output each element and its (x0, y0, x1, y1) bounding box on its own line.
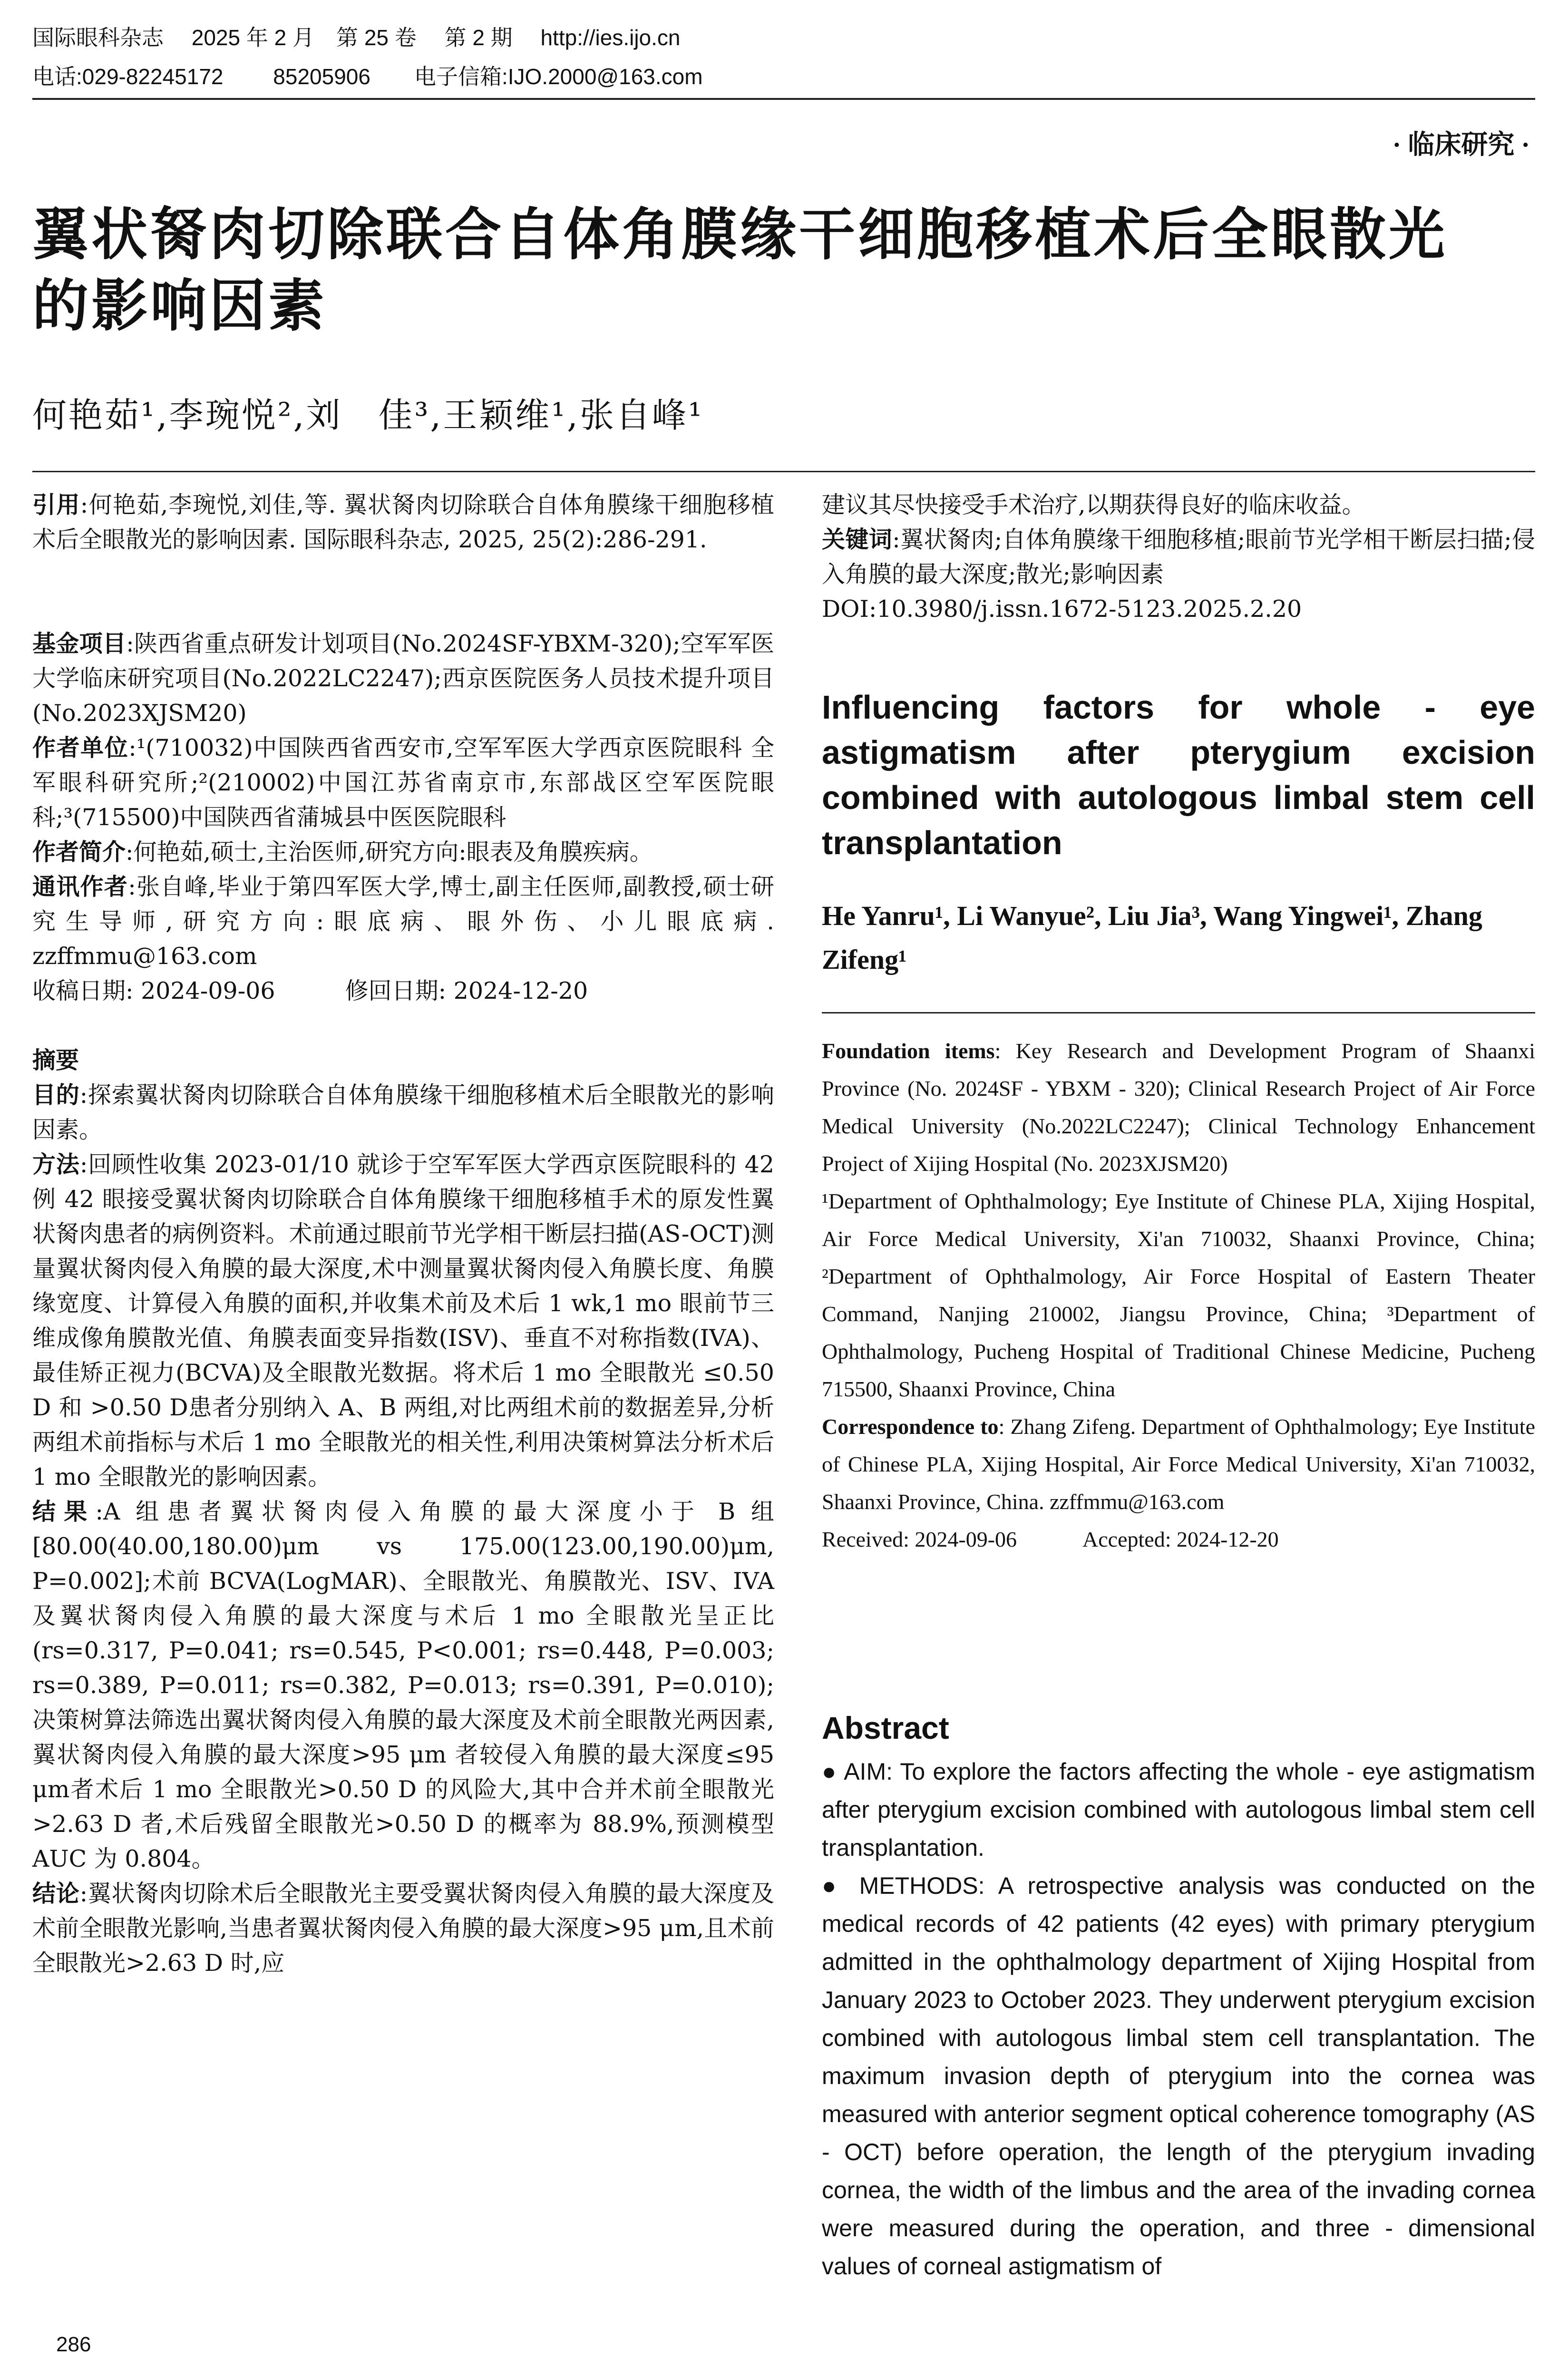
abstract-heading-zh: 摘要 (32, 1046, 79, 1074)
concl-text: :翼状胬肉切除术后全眼散光主要受翼状胬肉侵入角膜的最大深度及术前全眼散光影响,当患者翼状胬肉侵入角膜的最大深度>95 μm,且术前全眼散光>2.63 D 时,应 (32, 1880, 774, 1977)
corr-label: 通讯作者 (32, 873, 128, 900)
english-authors: He Yanru¹, Li Wanyue², Liu Jia³, Wang Yingwei¹, Zhang Zifeng¹ (822, 900, 1482, 975)
foundation-label: Foundation items (822, 1039, 995, 1063)
correspondence-text: : Zhang Zifeng. Department of Ophthalmology; Eye Institute of Chinese PLA, Xijing Hospital, Air Force Medical University, Xi'an 710032, Shaanxi Province, China. zzffmmu@163.com (822, 1414, 1535, 1514)
results-text: :A 组患者翼状胬肉侵入角膜的最大深度小于 B 组[80.00(40.00,180.00)μm vs 175.00(123.00,190.00)μm, P=0.002];术前 BCVA(LogMAR)、全眼散光、角膜散光、ISV、IVA 及翼状胬肉侵入角膜的最大深度与术后 1 mo 全眼散光呈正比(rs=0.317, P=0.041; rs=0.545, P<0.001; rs=0.448, P=0.003; rs=0.389, P=0.011; rs=0.382, P=0.013; rs=0.391, P=0.010);决策树算法筛选出翼状胬肉侵入角膜的最大深度及术前全眼散光两因素,翼状胬肉侵入角膜的最大深度>95 μm 者较侵入角膜的最大深度≤95 μm者术后 1 mo 全眼散光>0.50 D 的风险大,其中合并术前全眼散光>2.63 D 者,术后残留全眼散光>0.50 D 的概率为 88.9%,预测模型 AUC 为 0.804。 (32, 1498, 774, 1872)
conclusion-cont: 建议其尽快接受手术治疗,以期获得良好的临床收益。 (822, 491, 1365, 518)
article-title (32, 199, 1540, 341)
header-rule (32, 98, 1535, 100)
affiliations: ¹Department of Ophthalmology; Eye Institute of Chinese PLA, Xijing Hospital, Air Force Medical University, Xi'an 710032, Shaanxi Province, China; ²Department of Ophthalmology, Air Force Hospital of Eastern Theater Command, Nanjing 210002, Jiangsu Province, China; ³Department of Ophthalmology, Pucheng Hospital of Traditional Chinese Medicine, Pucheng 715500, Shaanxi Province, China (822, 1189, 1535, 1401)
citation (32, 487, 774, 557)
foundation-text: : Key Research and Development Program of Shaanxi Province (No. 2024SF - YBXM - 320); Clinical Research Project of Air Force Medical University (No.2022LC2247); Clinical Technology Enhancement Project of Xijing Hospital (No. 2023XJSM20) (822, 1039, 1535, 1176)
english-abstract (822, 1753, 1535, 2285)
right-column-top (822, 487, 1535, 626)
keywords (822, 522, 1535, 592)
methods-en: ● METHODS: A retrospective analysis was conducted on the medical records of 42 patients (42 eyes) with primary pterygium admitted in the ophthalmology department of Xijing Hospital from January 2023 to October 2023. They underwent pterygium excision combined with autologous limbal stem cell transplantation. The maximum invasion depth of pterygium into the cornea was measured with anterior segment optical coherence tomography (AS - OCT) before operation, the length of the pterygium invading cornea, the width of the limbus and the area of the invading cornea were measured during the operation, and three - dimensional values of corneal astigmatism of (822, 1872, 1535, 2280)
section-label: · 临床研究 · (1392, 130, 1530, 160)
aim-text: :探索翼状胬肉切除联合自体角膜缘干细胞移植术后全眼散光的影响因素。 (32, 1081, 774, 1143)
unit-label: 作者单位 (32, 734, 129, 761)
citation-text: :何艳茹,李琬悦,刘佳,等. 翼状胬肉切除联合自体角膜缘干细胞移植术后全眼散光的影响因素. 国际眼科杂志, 2025, 25(2):286-291. (32, 491, 774, 553)
aim-zh (32, 1078, 774, 1147)
aim-label: 目的 (32, 1081, 80, 1109)
conclusion-zh (32, 1876, 774, 1980)
journal-header-line1: 国际眼科杂志 2025 年 2 月 第 25 卷 第 2 期 http://ies.ijo.cn (32, 25, 681, 50)
foundation-items (822, 1032, 1535, 1182)
english-authors-rule (822, 1012, 1535, 1013)
english-front-matter (822, 1032, 1535, 1558)
dates-zh: 收稿日期: 2024-09-06 修回日期: 2024-12-20 (32, 977, 588, 1004)
title-line-2: 的影响因素 (32, 273, 328, 339)
corr-text: :张自峰,毕业于第四军医大学,博士,副主任医师,副教授,硕士研究生导师,研究方向:眼底病、眼外伤、小儿眼底病. zzffmmu@163.com (32, 873, 774, 970)
methods-text: :回顾性收集 2023-01/10 就诊于空军军医大学西京医院眼科的 42 例 42 眼接受翼状胬肉切除联合自体角膜缘干细胞移植手术的原发性翼状胬肉患者的病例资料。术前通过眼前节光学相干断层扫描(AS-OCT)测量翼状胬肉侵入角膜的最大深度,术中测量翼状胬肉侵入角膜长度、角膜缘宽度、计算侵入角膜的面积,并收集术前及术后 1 wk,1 mo 眼前节三维成像角膜散光值、角膜表面变异指数(ISV)、垂直不对称指数(IVA)、最佳矫正视力(BCVA)及全眼散光数据。将术后 1 mo 全眼散光 ≤0.50 D 和 >0.50 D患者分别纳入 A、B 两组,对比两组术前的数据差异,分析两组术前指标与术后 1 mo 全眼散光的相关性,利用决策树算法分析术后 1 mo 全眼散光的影响因素。 (32, 1151, 774, 1490)
journal-header-line2: 电话:029-82245172 85205906 电子信箱:IJO.2000@163.com (32, 64, 703, 89)
keywords-text: :翼状胬肉;自体角膜缘干细胞移植;眼前节光学相干断层扫描;侵入角膜的最大深度;散光;影响因素 (822, 526, 1535, 588)
methods-label: 方法 (32, 1150, 80, 1178)
bio-label: 作者简介 (32, 838, 126, 866)
dates-en: Received: 2024-09-06 Accepted: 2024-12-20 (822, 1527, 1279, 1551)
keywords-label: 关键词 (822, 526, 893, 553)
units (32, 731, 774, 835)
concl-label: 结论 (32, 1880, 80, 1907)
fund (32, 626, 774, 731)
fund-text: :陕西省重点研发计划项目(No.2024SF-YBXM-320);空军军医大学临床研究项目(No.2022LC2247);西京医院医务人员技术提升项目(No.2023XJSM20) (32, 630, 774, 727)
correspondence-label: Correspondence to (822, 1414, 999, 1439)
aim-en: ● AIM: To explore the factors affecting the whole - eye astigmatism after pterygium excision combined with autologous limbal stem cell transplantation. (822, 1758, 1535, 1861)
correspondence-zh (32, 869, 774, 974)
title-line-1: 翼状胬肉切除联合自体角膜缘干细胞移植术后全眼散光 (32, 201, 1448, 267)
doi: DOI:10.3980/j.issn.1672-5123.2025.2.20 (822, 595, 1302, 623)
page-number: 286 (56, 2333, 91, 2356)
results-label: 结果 (32, 1498, 96, 1525)
unit-text: :¹(710032)中国陕西省西安市,空军军医大学西京医院眼科 全军眼科研究所;²(210002)中国江苏省南京市,东部战区空军医院眼科;³(715500)中国陕西省蒲城县中医医院眼科 (32, 734, 774, 831)
results-zh (32, 1494, 774, 1876)
methods-zh (32, 1147, 774, 1494)
bio-text: :何艳茹,硕士,主治医师,研究方向:眼表及角膜疾病。 (126, 838, 653, 866)
bio (32, 835, 774, 869)
fund-label: 基金项目 (32, 630, 127, 657)
citation-label: 引用 (32, 491, 80, 518)
correspondence-en (822, 1408, 1535, 1520)
english-title: Influencing factors for whole - eye astigmatism after pterygium excision combined with autologous limbal stem cell transplantation (822, 689, 1535, 861)
authors-zh: 何艳茹¹,李琬悦²,刘 佳³,王颖维¹,张自峰¹ (32, 395, 704, 435)
title-rule (32, 471, 1535, 472)
left-column (32, 487, 774, 1980)
abstract-heading-en: Abstract (822, 1710, 949, 1745)
